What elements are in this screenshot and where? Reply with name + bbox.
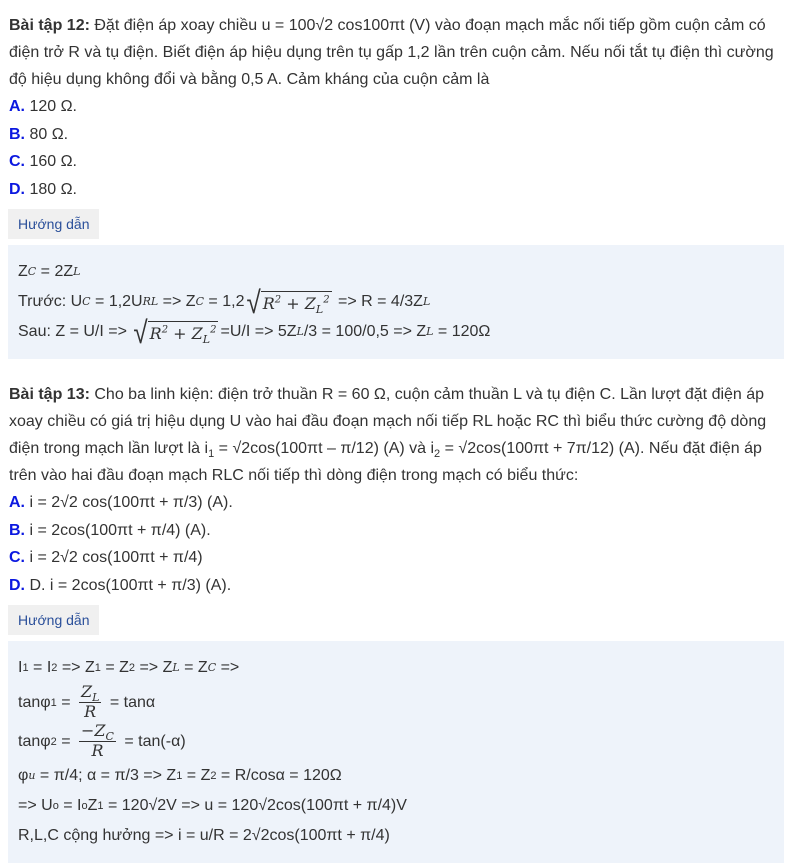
question-body: = √2cos(100πt – π/12) (A) và i xyxy=(214,440,435,457)
superscript: 2 xyxy=(210,324,217,336)
math-text: Z xyxy=(87,797,98,814)
option-letter: D. xyxy=(9,180,25,198)
option-b xyxy=(9,517,792,545)
math-text: => Z xyxy=(57,659,95,676)
show-hint-button[interactable]: Hướng dẫn xyxy=(8,209,99,239)
math-text: = 1,2U xyxy=(90,293,143,310)
option-text: i = 2√2 cos(100πt + π/3) (A). xyxy=(25,494,233,511)
numerator xyxy=(79,683,101,703)
math-text: tanφ xyxy=(18,732,51,750)
math-text: tanφ xyxy=(18,693,51,711)
math-text: φ xyxy=(18,767,29,784)
option-text: 80 Ω. xyxy=(25,125,69,143)
math-variable: R xyxy=(84,702,97,721)
show-hint-button[interactable]: Hướng dẫn xyxy=(8,605,99,635)
option-c xyxy=(9,148,792,176)
math-text: = π/4; α = π/3 => Z xyxy=(35,767,177,784)
option-d xyxy=(9,572,792,600)
math-text: => U xyxy=(18,797,53,814)
options xyxy=(9,93,792,203)
math-text: Trước: U xyxy=(18,293,83,310)
option-text: 160 Ω. xyxy=(25,153,77,170)
math-text: => Z xyxy=(158,293,196,310)
math-text: Sau: Z = U/I => xyxy=(18,323,132,340)
option-letter: D. xyxy=(9,576,25,594)
math-text: Z xyxy=(18,263,28,280)
subscript: L xyxy=(315,303,324,316)
math-variable: + Z xyxy=(281,294,316,313)
subscript: L xyxy=(202,333,211,346)
option-letter: B. xyxy=(9,521,25,539)
math-text: => xyxy=(216,659,240,676)
math-text: = Z xyxy=(182,767,211,784)
subscript: L xyxy=(92,691,100,704)
question-text xyxy=(9,12,792,93)
math-variable: R xyxy=(262,294,275,313)
solution-line: Sau: Z = U/I => √ $R^2 + Z_L^2$ =U/I => 5Z L /3 = 100/0,5 => Z L = 120Ω xyxy=(18,314,491,350)
question-text xyxy=(9,381,792,489)
math-text: = Z xyxy=(100,659,129,676)
radicand xyxy=(261,291,332,315)
math-text: = 120Ω xyxy=(433,323,491,340)
math-text: => Z xyxy=(135,659,173,676)
math-text: R,L,C cộng hưởng => i = u/R = 2√2cos(100πt + π/4) xyxy=(18,827,390,844)
solution-box xyxy=(8,245,784,359)
option-letter: C. xyxy=(9,549,25,566)
math-text: = tan(-α) xyxy=(119,732,186,750)
math-variable: R xyxy=(149,324,162,343)
option-text: i = 2√2 cos(100πt + π/4) xyxy=(25,549,203,566)
math-variable: + Z xyxy=(168,324,203,343)
option-text: 180 Ω. xyxy=(25,180,77,198)
option-c xyxy=(9,544,792,572)
question-body: Cho ba linh kiện: điện trở thuần R = 60 Ω, cuộn cảm thuần L và tụ điện C. Lần lượt đặt điện áp xoay chiều có giá trị hiệu dụng U vào hai đầu đoạn mạch nối tiếp RL hoặc RC thì biểu thức cường độ dòng điện trong mạch lần lượt là i xyxy=(9,386,767,457)
option-a xyxy=(9,489,792,517)
solution-line: tanφ 2 = $\frac{-Z_C}{R}$ = tan(-α) xyxy=(18,721,186,760)
solution-line: Z C = 2Z L xyxy=(18,257,784,287)
denominator xyxy=(91,742,103,761)
fraction xyxy=(79,683,101,722)
solution-line: φ u = π/4; α = π/3 => Z 1 = Z 2 = R/cosα = 120Ω xyxy=(18,761,784,791)
solution-line: => U o = I o Z 1 = 120√2V => u = 120√2cos(100πt + π/4)V xyxy=(18,791,784,821)
solution-line: I 1 = I 2 => Z 1 = Z 2 => Z L = Z C => xyxy=(18,653,784,683)
superscript: 2 xyxy=(161,324,169,336)
exercise-label: Bài tập 12: xyxy=(9,17,90,34)
solution-box xyxy=(8,641,784,863)
math-text: =U/I => 5Z xyxy=(220,323,297,340)
math-text: /3 = 100/0,5 => Z xyxy=(303,323,427,340)
math-variable: −Z xyxy=(80,721,106,740)
option-letter: A. xyxy=(9,98,25,115)
math-variable: R xyxy=(91,741,104,760)
exercise-13 xyxy=(9,381,792,863)
superscript: 2 xyxy=(323,294,330,306)
solution-line: Trước: U C = 1,2U RL => Z C = 1,2 √ $R^2 + Z_L^2$ => R = 4/3Z L xyxy=(18,284,431,320)
math-text: = xyxy=(56,732,75,750)
option-letter: C. xyxy=(9,153,25,170)
math-text: = 120√2V => u = 120√2cos(100πt + π/4)V xyxy=(103,797,407,814)
square-root xyxy=(246,284,331,320)
radical-sign: √ xyxy=(133,314,148,350)
solution-line: tanφ 1 = $\frac{Z_L}{R}$ = tanα xyxy=(18,682,156,721)
math-text: = xyxy=(56,693,75,711)
solution-line xyxy=(18,821,784,851)
subscript: 2 xyxy=(434,448,441,460)
options xyxy=(9,489,792,599)
math-text: = R/cosα = 120Ω xyxy=(216,767,342,784)
option-letter: A. xyxy=(9,494,25,511)
exercise-label: Bài tập 13: xyxy=(9,386,90,403)
question-body: = √2cos(100πt + 7π/12) (A). Nếu đặt điện áp trên vào hai đầu đoạn mạch RLC nối tiếp thì dòng điện trong mạch có biểu thức: xyxy=(9,440,762,484)
exercise-12 xyxy=(9,12,792,359)
square-root xyxy=(133,314,218,350)
numerator xyxy=(79,722,116,742)
option-text: D. i = 2cos(100πt + π/3) (A). xyxy=(25,576,232,594)
radicand xyxy=(148,321,219,345)
superscript: 2 xyxy=(274,294,282,306)
option-text: i = 2cos(100πt + π/4) (A). xyxy=(25,521,211,539)
math-text: = 2Z xyxy=(36,263,74,280)
option-letter: B. xyxy=(9,125,25,143)
math-text: I xyxy=(18,659,23,676)
option-d xyxy=(9,176,792,204)
math-text: = Z xyxy=(179,659,208,676)
subscript: C xyxy=(105,730,114,743)
denominator xyxy=(84,703,96,722)
math-text: = I xyxy=(28,659,52,676)
math-text: = I xyxy=(58,797,82,814)
fraction xyxy=(79,722,116,761)
question-body: Đặt điện áp xoay chiều u = 100√2 cos100πt (V) vào đoạn mạch mắc nối tiếp gồm cuộn cảm có điện trở R và tụ điện. Biết điện áp hiệu dụng trên tụ gấp 1,2 lần trên cuộn cảm. Nếu nối tắt tụ điện thì cường độ hiệu dụng không đổi và bằng 0,5 A. Cảm kháng của cuộn cảm là xyxy=(9,17,774,88)
math-text: = 1,2 xyxy=(203,293,245,310)
math-text: => R = 4/3Z xyxy=(333,293,423,310)
option-b xyxy=(9,121,792,149)
option-text: 120 Ω. xyxy=(25,98,77,115)
math-variable: Z xyxy=(80,682,93,701)
option-a xyxy=(9,93,792,121)
radical-sign: √ xyxy=(246,284,261,320)
math-text: = tanα xyxy=(105,693,156,711)
subscript: 1 xyxy=(208,448,215,460)
